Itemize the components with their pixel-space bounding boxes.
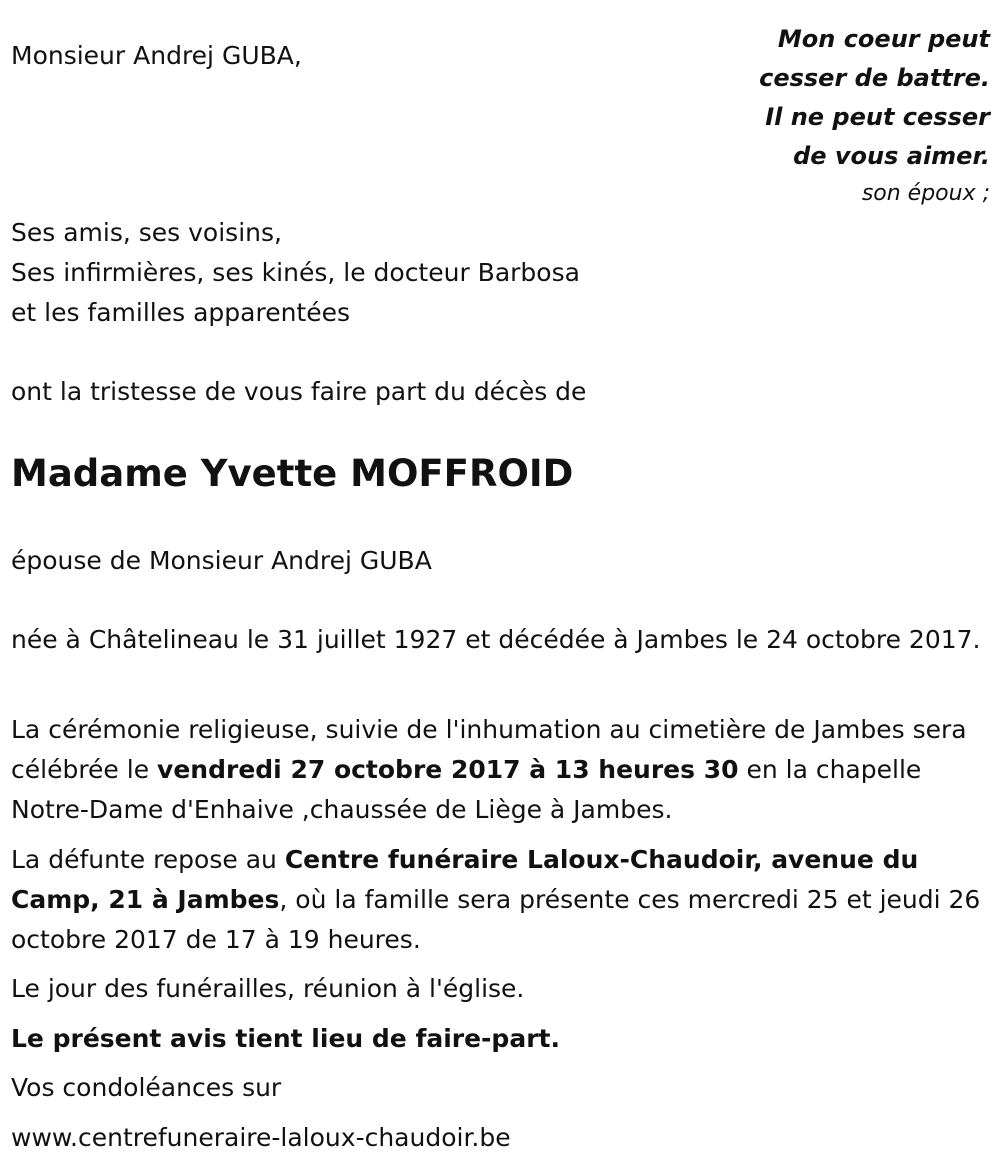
condolences-line: Vos condoléances sur xyxy=(11,1073,282,1102)
notice-line: Le présent avis tient lieu de faire-part. xyxy=(11,1024,560,1053)
spouse-line: épouse de Monsieur Andrej GUBA xyxy=(11,546,432,575)
viewing-text: La défunte repose au xyxy=(11,845,285,874)
poem-line: de vous aimer. xyxy=(793,142,990,170)
birth-death-paragraph: née à Châtelineau le 31 juillet 1927 et décédée à Jambes le 24 octobre 2017. xyxy=(11,625,981,654)
poem-signature: son époux ; xyxy=(861,181,990,206)
ceremony-date: vendredi 27 octobre 2017 à 13 heures 30 xyxy=(157,755,739,784)
announcement: ont la tristesse de vous faire part du décès de xyxy=(11,377,587,406)
mourner-line: et les familles apparentées xyxy=(11,298,351,327)
website-link[interactable]: www.centrefuneraire-laloux-chaudoir.be xyxy=(11,1123,511,1152)
viewing-place: Centre funéraire Laloux-Chaudoir, avenue du Camp, 21 à Jambes xyxy=(11,845,919,914)
ceremony-paragraph xyxy=(11,710,986,830)
deceased-name: Madame Yvette MOFFROID xyxy=(11,452,574,495)
poem-block xyxy=(759,20,990,212)
ceremony-text-end: en la chapelle Notre-Dame d'Enhaive ,chaussée de Liège à Jambes. xyxy=(11,755,922,824)
viewing-paragraph xyxy=(11,840,986,960)
mourner-line: Ses amis, ses voisins, xyxy=(11,218,282,247)
poem-line: Mon coeur peut xyxy=(777,25,990,53)
poem-line: cesser de battre. xyxy=(759,64,990,92)
ceremony-text: La cérémonie religieuse, suivie de l'inhumation au cimetière de Jambes sera célébrée le xyxy=(11,715,967,784)
mourner-line: Ses infirmières, ses kinés, le docteur Barbosa xyxy=(11,258,580,287)
poem-line: Il ne peut cesser xyxy=(765,103,990,131)
spouse-header: Monsieur Andrej GUBA, xyxy=(11,41,302,70)
viewing-text-end: , où la famille sera présente ces mercredi 25 et jeudi 26 octobre 2017 de 17 à 19 heures. xyxy=(11,885,981,954)
funeral-day-line: Le jour des funérailles, réunion à l'église. xyxy=(11,974,525,1003)
